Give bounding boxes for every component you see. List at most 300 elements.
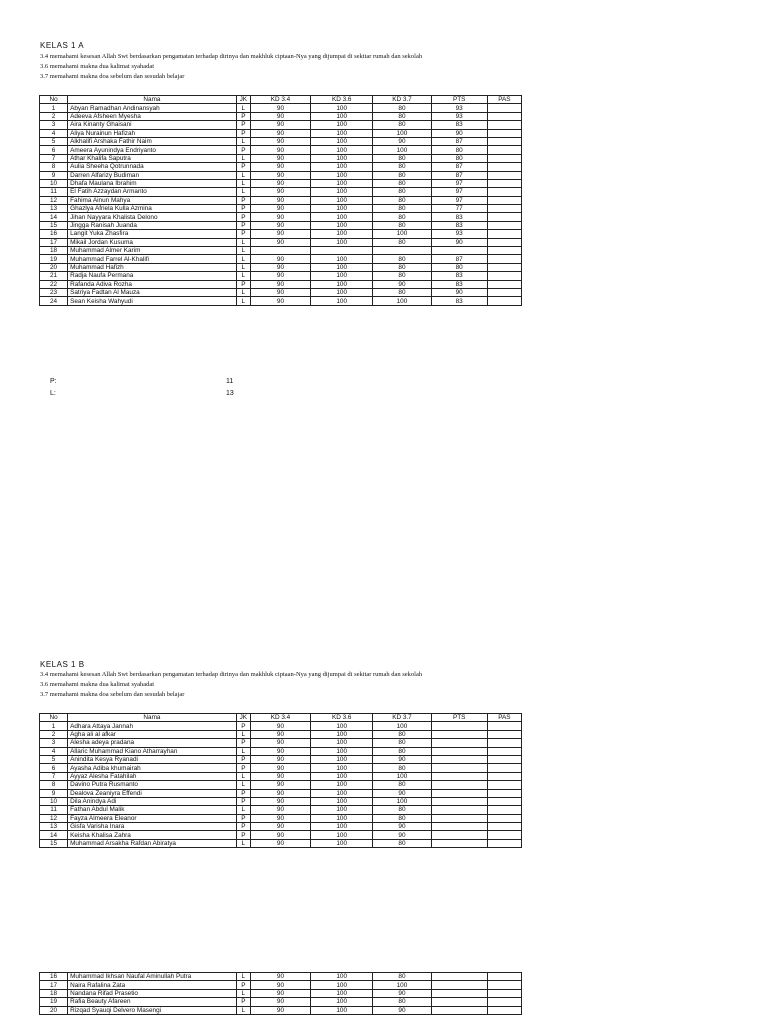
kd34-cell: 90: [250, 121, 310, 129]
name-cell: Muhammad Ikhsan Naufal Aminullah Putra: [68, 973, 237, 981]
column-header-name: Nama: [68, 714, 237, 722]
pts-cell: 93: [431, 112, 487, 120]
pts-cell: 87: [431, 163, 487, 171]
name-cell: Agha ali al afkar: [68, 730, 237, 738]
kd34-cell: 90: [250, 179, 310, 187]
no-cell: 8: [40, 781, 68, 789]
pts-cell: [431, 789, 487, 797]
pts-cell: [431, 772, 487, 780]
pts-cell: 83: [431, 297, 487, 305]
kd37-cell: 80: [373, 806, 431, 814]
kd34-cell: 90: [250, 188, 310, 196]
gender-cell: L: [236, 263, 250, 271]
name-cell: Sean Keisha Wahyudi: [68, 297, 237, 305]
no-cell: 19: [40, 998, 68, 1006]
gender-cell: L: [236, 272, 250, 280]
pas-cell: [487, 297, 521, 305]
gender-cell: P: [236, 722, 250, 730]
kd37-cell: 80: [373, 998, 431, 1006]
table-row: [40, 814, 522, 822]
gender-cell: L: [236, 171, 250, 179]
name-cell: Jihan Nayyara Khalista Delono: [68, 213, 237, 221]
kd34-cell: 90: [250, 973, 310, 981]
kd34-cell: 90: [250, 831, 310, 839]
gender-cell: L: [236, 781, 250, 789]
kd37-cell: 80: [373, 213, 431, 221]
table-row: [40, 823, 522, 831]
table-row: [40, 196, 522, 204]
kd37-cell: 90: [373, 823, 431, 831]
name-cell: Satriya Fadtan Al Mauza: [68, 288, 237, 296]
kd36-cell: 100: [311, 280, 373, 288]
no-cell: 16: [40, 973, 68, 981]
name-cell: Dealova Zeaniyra Effendi: [68, 789, 237, 797]
table-row: [40, 238, 522, 246]
table-row: [40, 831, 522, 839]
pts-cell: [431, 814, 487, 822]
no-cell: 20: [40, 263, 68, 271]
kd36-cell: 100: [311, 288, 373, 296]
name-cell: Langit Yuka Zhasfira: [68, 230, 237, 238]
kd34-cell: 90: [250, 163, 310, 171]
name-cell: Rafanda Adiva Rozha: [68, 280, 237, 288]
pts-cell: 83: [431, 280, 487, 288]
pas-cell: [487, 797, 521, 805]
kd36-cell: 100: [311, 973, 373, 981]
table-row: [40, 171, 522, 179]
kd37-cell: 80: [373, 730, 431, 738]
kd34-cell: 90: [250, 230, 310, 238]
pas-cell: [487, 989, 521, 997]
name-cell: Aulia Sheeha Qotrunnada: [68, 163, 237, 171]
kd34-cell: 90: [250, 839, 310, 847]
kd37-cell: 90: [373, 989, 431, 997]
pts-cell: 80: [431, 263, 487, 271]
gender-cell: P: [236, 230, 250, 238]
kd36-cell: 100: [311, 747, 373, 755]
pts-cell: 87: [431, 171, 487, 179]
kd37-cell: 80: [373, 255, 431, 263]
pas-cell: [487, 789, 521, 797]
no-cell: 10: [40, 179, 68, 187]
pts-cell: 93: [431, 230, 487, 238]
kd36-cell: 100: [311, 981, 373, 989]
table-row: [40, 789, 522, 797]
kd37-cell: 90: [373, 789, 431, 797]
gender-cell: L: [236, 255, 250, 263]
pts-cell: 80: [431, 154, 487, 162]
no-cell: 11: [40, 188, 68, 196]
kd37-cell: 80: [373, 154, 431, 162]
pas-cell: [487, 814, 521, 822]
table-row: [40, 989, 522, 997]
pas-cell: [487, 112, 521, 120]
kd37-cell: 80: [373, 221, 431, 229]
name-cell: Gisfa Varisha Inara: [68, 823, 237, 831]
kd37-cell: 80: [373, 747, 431, 755]
kd37-cell: 100: [373, 981, 431, 989]
pts-cell: 93: [431, 104, 487, 112]
name-cell: Keisha Khalisa Zahra: [68, 831, 237, 839]
kd36-cell: 100: [311, 764, 373, 772]
table-row: [40, 104, 522, 112]
gender-cell: P: [236, 280, 250, 288]
name-cell: Rafia Beauty Afareen: [68, 998, 237, 1006]
no-cell: 20: [40, 1006, 68, 1014]
kd36-cell: 100: [311, 730, 373, 738]
kd34-cell: 90: [250, 137, 310, 145]
gender-cell: P: [236, 814, 250, 822]
kd36-cell: 100: [311, 789, 373, 797]
pas-cell: [487, 998, 521, 1006]
kd36-cell: 100: [311, 221, 373, 229]
kelas-1a-title: KELAS 1 A: [40, 41, 85, 50]
kd36-cell: 100: [311, 129, 373, 137]
table-row: [40, 129, 522, 137]
kd-line: 3.6 memahami makna dua kalimat syahadat: [40, 681, 155, 688]
name-cell: Davino Putra Rusmanto: [68, 781, 237, 789]
table-row: [40, 121, 522, 129]
kd37-cell: 80: [373, 163, 431, 171]
name-cell: Abyan Ramadhan Andinansyah: [68, 104, 237, 112]
kd34-cell: 90: [250, 255, 310, 263]
no-cell: 1: [40, 104, 68, 112]
kd34-cell: 90: [250, 764, 310, 772]
gender-cell: L: [236, 104, 250, 112]
no-cell: 22: [40, 280, 68, 288]
no-cell: 24: [40, 297, 68, 305]
gender-cell: P: [236, 196, 250, 204]
no-cell: 14: [40, 213, 68, 221]
gender-cell: P: [236, 764, 250, 772]
pts-cell: 97: [431, 196, 487, 204]
no-cell: 13: [40, 205, 68, 213]
kd37-cell: 80: [373, 263, 431, 271]
kd-line: 3.6 memahami makna dua kalimat syahadat: [40, 63, 155, 70]
no-cell: 5: [40, 137, 68, 145]
pts-cell: 83: [431, 121, 487, 129]
kd36-cell: 100: [311, 998, 373, 1006]
kd36-cell: 100: [311, 739, 373, 747]
kd36-cell: 100: [311, 772, 373, 780]
gender-cell: L: [236, 772, 250, 780]
pts-cell: [431, 998, 487, 1006]
pas-cell: [487, 205, 521, 213]
name-cell: Nandana Rifad Prasetio: [68, 989, 237, 997]
name-cell: Fathan Abdul Malik: [68, 806, 237, 814]
name-cell: Allaric Muhammad Kiano Atharrayhan: [68, 747, 237, 755]
pas-cell: [487, 730, 521, 738]
gender-cell: P: [236, 831, 250, 839]
kd34-cell: 90: [250, 989, 310, 997]
kd37-cell: 80: [373, 764, 431, 772]
name-cell: Darren Alfarizy Budiman: [68, 171, 237, 179]
table-row: [40, 188, 522, 196]
kd34-cell: 90: [250, 789, 310, 797]
kd37-cell: 90: [373, 755, 431, 763]
kd34-cell: 90: [250, 263, 310, 271]
name-cell: Radja Naufa Permana: [68, 272, 237, 280]
kd34-cell: 90: [250, 755, 310, 763]
kd36-cell: 100: [311, 839, 373, 847]
table-row: [40, 730, 522, 738]
kelas-1b-grade-table-continued: [39, 972, 522, 1015]
kd36-cell: 100: [311, 112, 373, 120]
kd37-cell: 80: [373, 288, 431, 296]
pts-cell: [431, 755, 487, 763]
pas-cell: [487, 255, 521, 263]
kd34-cell: 90: [250, 280, 310, 288]
gender-cell: P: [236, 981, 250, 989]
kd37-cell: 80: [373, 814, 431, 822]
gender-cell: P: [236, 739, 250, 747]
kd37-cell: 80: [373, 973, 431, 981]
gender-cell: L: [236, 297, 250, 305]
table-row: [40, 297, 522, 305]
kd36-cell: 100: [311, 171, 373, 179]
kd36-cell: 100: [311, 121, 373, 129]
kd36-cell: 100: [311, 196, 373, 204]
kd34-cell: 90: [250, 747, 310, 755]
no-cell: 8: [40, 163, 68, 171]
gender-cell: P: [236, 221, 250, 229]
kd37-cell: 80: [373, 205, 431, 213]
no-cell: 2: [40, 112, 68, 120]
pas-cell: [487, 739, 521, 747]
column-header-kd37: KD 3.7: [373, 96, 431, 104]
kelas-1b-title: KELAS 1 B: [40, 660, 85, 669]
kd34-cell: 90: [250, 806, 310, 814]
p-count-label: P:: [50, 378, 57, 385]
kd36-cell: 100: [311, 781, 373, 789]
gender-cell: L: [236, 188, 250, 196]
kd37-cell: 100: [373, 230, 431, 238]
kd37-cell: 80: [373, 171, 431, 179]
name-cell: Ayyaz Alesha Fatahilah: [68, 772, 237, 780]
column-header-no: No: [40, 96, 68, 104]
name-cell: Alesha adeya pradana: [68, 739, 237, 747]
kd34-cell: 90: [250, 981, 310, 989]
column-header-kd34: KD 3.4: [250, 714, 310, 722]
kd34-cell: 90: [250, 297, 310, 305]
kd34-cell: 90: [250, 730, 310, 738]
table-header-row: [40, 714, 522, 722]
kd37-cell: 80: [373, 238, 431, 246]
table-row: [40, 213, 522, 221]
kd36-cell: 100: [311, 823, 373, 831]
no-cell: 7: [40, 772, 68, 780]
pts-cell: [431, 981, 487, 989]
pas-cell: [487, 973, 521, 981]
name-cell: Ayasha Adiba khumairah: [68, 764, 237, 772]
kd36-cell: 100: [311, 814, 373, 822]
no-cell: 23: [40, 288, 68, 296]
table-row: [40, 973, 522, 981]
kd36-cell: 100: [311, 188, 373, 196]
pas-cell: [487, 823, 521, 831]
kd36-cell: 100: [311, 205, 373, 213]
table-row: [40, 981, 522, 989]
kd37-cell: 80: [373, 272, 431, 280]
no-cell: 3: [40, 739, 68, 747]
pas-cell: [487, 238, 521, 246]
kd34-cell: 90: [250, 213, 310, 221]
pas-cell: [487, 137, 521, 145]
pas-cell: [487, 839, 521, 847]
pas-cell: [487, 806, 521, 814]
gender-cell: L: [236, 839, 250, 847]
no-cell: 11: [40, 806, 68, 814]
kelas-1a-grade-table: [39, 95, 522, 306]
no-cell: 18: [40, 247, 68, 255]
pts-cell: [431, 781, 487, 789]
pts-cell: [431, 747, 487, 755]
pas-cell: [487, 764, 521, 772]
kd34-cell: 90: [250, 781, 310, 789]
pts-cell: [431, 722, 487, 730]
no-cell: 13: [40, 823, 68, 831]
gender-cell: P: [236, 112, 250, 120]
name-cell: Jingga Ranisah Juanda: [68, 221, 237, 229]
name-cell: Muhammad Arsakha Rafdan Abiratya: [68, 839, 237, 847]
kelas-1b-grade-table: [39, 713, 522, 848]
table-row: [40, 154, 522, 162]
no-cell: 7: [40, 154, 68, 162]
no-cell: 14: [40, 831, 68, 839]
pas-cell: [487, 171, 521, 179]
gender-cell: P: [236, 205, 250, 213]
kd34-cell: 90: [250, 797, 310, 805]
l-count-label: L:: [50, 390, 56, 397]
pas-cell: [487, 722, 521, 730]
kd37-cell: 90: [373, 831, 431, 839]
column-header-name: Nama: [68, 96, 237, 104]
table-row: [40, 247, 522, 255]
kd37-cell: 100: [373, 772, 431, 780]
kd37-cell: 80: [373, 839, 431, 847]
table-row: [40, 739, 522, 747]
kd34-cell: 90: [250, 739, 310, 747]
gender-cell: L: [236, 137, 250, 145]
pts-cell: [431, 973, 487, 981]
name-cell: Adeeva Afsheen Myesha: [68, 112, 237, 120]
pts-cell: 83: [431, 272, 487, 280]
pas-cell: [487, 280, 521, 288]
kd34-cell: 90: [250, 146, 310, 154]
table-row: [40, 797, 522, 805]
kd36-cell: 100: [311, 255, 373, 263]
kd36-cell: 100: [311, 179, 373, 187]
kd37-cell: [373, 247, 431, 255]
table-row: [40, 112, 522, 120]
name-cell: Dila Anindya Adi: [68, 797, 237, 805]
table-row: [40, 1006, 522, 1014]
kd34-cell: [250, 247, 310, 255]
no-cell: 12: [40, 814, 68, 822]
column-header-kd36: KD 3.6: [311, 96, 373, 104]
pts-cell: 90: [431, 288, 487, 296]
no-cell: 9: [40, 789, 68, 797]
pas-cell: [487, 272, 521, 280]
column-header-gender: JK: [236, 714, 250, 722]
kd36-cell: 100: [311, 1006, 373, 1014]
kd34-cell: 90: [250, 722, 310, 730]
pts-cell: 90: [431, 238, 487, 246]
gender-cell: P: [236, 163, 250, 171]
pts-cell: 83: [431, 221, 487, 229]
kd36-cell: 100: [311, 989, 373, 997]
kd34-cell: 90: [250, 998, 310, 1006]
kd34-cell: 90: [250, 238, 310, 246]
pas-cell: [487, 247, 521, 255]
kd34-cell: 90: [250, 772, 310, 780]
name-cell: Ameera Ayunindya Endriyanto: [68, 146, 237, 154]
kd36-cell: 100: [311, 755, 373, 763]
kd37-cell: 100: [373, 797, 431, 805]
name-cell: Dhafa Maulana Ibrahim: [68, 179, 237, 187]
column-header-kd36: KD 3.6: [311, 714, 373, 722]
pas-cell: [487, 154, 521, 162]
pas-cell: [487, 981, 521, 989]
name-cell: Alkhalifi Arshaka Fathir Naim: [68, 137, 237, 145]
table-row: [40, 205, 522, 213]
kd37-cell: 80: [373, 188, 431, 196]
pts-cell: 77: [431, 205, 487, 213]
no-cell: 21: [40, 272, 68, 280]
name-cell: Anindita Kesya Ryanadi: [68, 755, 237, 763]
no-cell: 18: [40, 989, 68, 997]
pts-cell: 90: [431, 129, 487, 137]
kd37-cell: 80: [373, 739, 431, 747]
p-count-value: 11: [226, 378, 234, 385]
kd-line: 3.7 memahami makna doa sebelum dan sesudah belajar: [40, 73, 185, 80]
kd36-cell: 100: [311, 238, 373, 246]
kd36-cell: 100: [311, 230, 373, 238]
gender-cell: L: [236, 973, 250, 981]
no-cell: 9: [40, 171, 68, 179]
column-header-kd37: KD 3.7: [373, 714, 431, 722]
column-header-kd34: KD 3.4: [250, 96, 310, 104]
pas-cell: [487, 163, 521, 171]
no-cell: 5: [40, 755, 68, 763]
pas-cell: [487, 179, 521, 187]
table-row: [40, 272, 522, 280]
no-cell: 16: [40, 230, 68, 238]
kd36-cell: 100: [311, 104, 373, 112]
table-row: [40, 764, 522, 772]
table-row: [40, 137, 522, 145]
kd34-cell: 90: [250, 154, 310, 162]
name-cell: Aliya Nurainun Hafizah: [68, 129, 237, 137]
name-cell: El Fatih Azzaydan Armanto: [68, 188, 237, 196]
name-cell: Ghazlya Afriela Kulla Azmina: [68, 205, 237, 213]
table-row: [40, 288, 522, 296]
name-cell: Muhammad Hafizh: [68, 263, 237, 271]
no-cell: 4: [40, 747, 68, 755]
kd37-cell: 80: [373, 112, 431, 120]
pts-cell: [431, 839, 487, 847]
table-row: [40, 163, 522, 171]
pts-cell: [431, 797, 487, 805]
gender-cell: P: [236, 755, 250, 763]
no-cell: 19: [40, 255, 68, 263]
name-cell: Muhammad Almer Karim: [68, 247, 237, 255]
no-cell: 15: [40, 839, 68, 847]
gender-cell: P: [236, 146, 250, 154]
pts-cell: 83: [431, 213, 487, 221]
table-row: [40, 263, 522, 271]
table-row: [40, 179, 522, 187]
